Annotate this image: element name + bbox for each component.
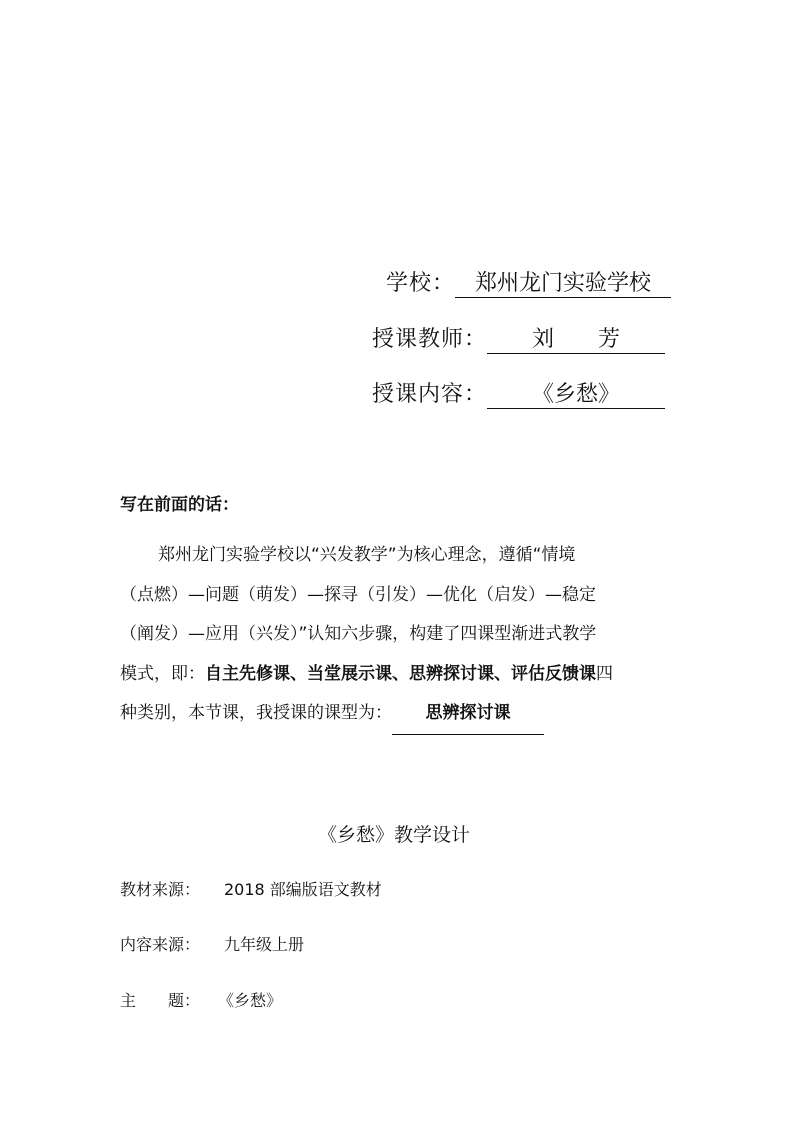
theme-row xyxy=(120,988,282,1011)
content-source-row xyxy=(120,932,304,955)
lesson-types: 自主先修课、当堂展示课、思辨探讨课、评估反馈课 xyxy=(205,663,596,684)
textbook-row xyxy=(120,877,382,900)
teacher-value: 刘 芳 xyxy=(487,327,665,354)
cover-content-row xyxy=(372,377,665,409)
lesson-type-answer: 思辨探讨课 xyxy=(392,694,544,735)
teacher-label: 授课教师： xyxy=(372,327,488,352)
preface-line-4-prefix: 模式，即： xyxy=(120,663,205,684)
preface-line-5-prefix: 种类别，本节课，我授课的课型为： xyxy=(120,703,392,723)
preface-line-1-text: 郑州龙门实验学校以“兴发教学”为核心理念，遵循“情境 xyxy=(158,545,576,565)
preface-line-1 xyxy=(120,536,613,576)
preface-line-4-suffix: 四 xyxy=(596,663,613,684)
textbook-label: 教材来源： xyxy=(120,880,201,899)
preface-line-3 xyxy=(120,615,613,655)
content-label: 授课内容： xyxy=(372,382,488,407)
preface-line-4 xyxy=(120,655,613,695)
preface-paragraph xyxy=(120,536,613,735)
preface-line-3-text: （阐发）—应用（兴发）”认知六步骤，构建了四课型渐进式教学 xyxy=(120,624,597,644)
cover-teacher-row xyxy=(372,322,665,354)
content-value: 《乡愁》 xyxy=(487,382,665,409)
theme-value: 《乡愁》 xyxy=(218,991,283,1010)
school-label: 学校： xyxy=(386,271,456,296)
content-source-value: 九年级上册 xyxy=(224,935,305,954)
preface-line-2-text: （点燃）—问题（萌发）—探寻（引发）—优化（启发）—稳定 xyxy=(120,584,596,605)
school-value: 郑州龙门实验学校 xyxy=(455,271,671,298)
theme-label: 主 题： xyxy=(120,991,201,1010)
preface-line-5 xyxy=(120,694,613,735)
content-source-label: 内容来源： xyxy=(120,935,201,954)
preface-line-2 xyxy=(120,576,613,616)
design-title: 《乡愁》教学设计 xyxy=(318,824,471,846)
cover-school-row xyxy=(386,266,671,298)
preface-heading: 写在前面的话： xyxy=(120,495,239,515)
textbook-value: 2018 部编版语文教材 xyxy=(224,880,382,899)
